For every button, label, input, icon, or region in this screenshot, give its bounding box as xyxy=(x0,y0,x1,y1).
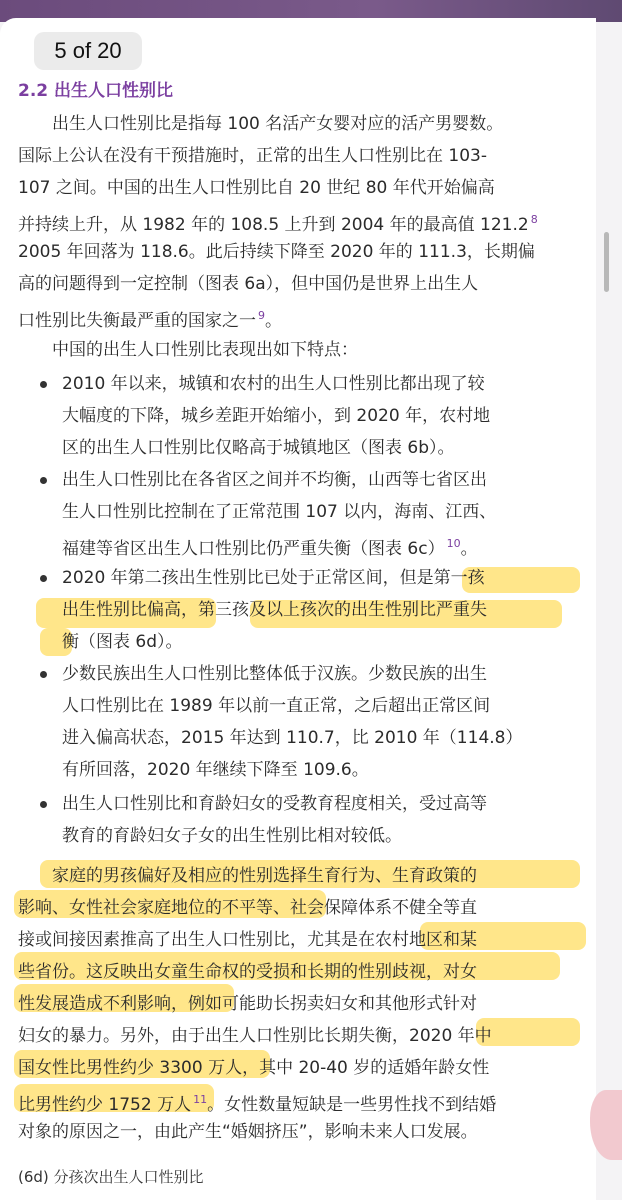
text-line: 少数民族出生人口性别比整体低于汉族。少数民族的出生 xyxy=(62,664,487,684)
conclusion-paragraph xyxy=(18,860,584,1148)
text-line: 接或间接因素推高了出生人口性别比，尤其是在农村地区和某 xyxy=(18,930,477,950)
page-counter-badge: 5 of 20 xyxy=(34,32,142,70)
text-line: 有所回落，2020 年继续下降至 109.6。 xyxy=(62,760,369,780)
text-line: 教育的育龄妇女子女的出生性别比相对较低。 xyxy=(62,826,402,846)
text-span: 比男性约少 1752 万人 xyxy=(18,1095,192,1115)
text-line: 107 之间。中国的出生人口性别比自 20 世纪 80 年代开始偏高 xyxy=(18,178,495,198)
text-line: 国际上公认在没有干预措施时，正常的出生人口性别比在 103- xyxy=(18,146,487,166)
text-line: 家庭的男孩偏好及相应的性别选择生育行为、生育政策的 xyxy=(52,866,477,886)
text-line xyxy=(18,528,584,560)
footnote-ref[interactable]: 10 xyxy=(446,537,461,550)
text-line: 些省份。这反映出女童生命权的受损和长期的性别歧视，对女 xyxy=(18,962,477,982)
text-line: 国女性比男性约少 3300 万人，其中 20-40 岁的适婚年龄女性 xyxy=(18,1058,490,1078)
bullet-item xyxy=(18,788,584,852)
text-line: 对象的原因之一，由此产生“婚姻挤压”，影响未来人口发展。 xyxy=(18,1122,478,1142)
features-intro xyxy=(18,334,584,366)
bullet-item xyxy=(18,464,584,560)
text-line: 妇女的暴力。另外，由于出生人口性别比长期失衡，2020 年中 xyxy=(18,1026,492,1046)
text-line: 出生人口性别比是指每 100 名活产女婴对应的活产男婴数。 xyxy=(52,114,504,134)
text-line: 区的出生人口性别比仅略高于城镇地区（图表 6b）。 xyxy=(62,438,455,458)
text-span: 。 xyxy=(460,539,478,559)
bullet-item xyxy=(18,562,584,658)
footnote-ref[interactable]: 8 xyxy=(530,213,538,226)
footnote-ref[interactable]: 11 xyxy=(193,1093,208,1106)
text-line: 影响、女性社会家庭地位的不平等、社会保障体系不健全等直 xyxy=(18,898,477,918)
text-line: 人口性别比在 1989 年以前一直正常，之后超出正常区间 xyxy=(62,696,491,716)
text-span: 。 xyxy=(265,311,282,331)
text-line xyxy=(18,300,584,332)
section-heading: 2.2 出生人口性别比 xyxy=(18,81,174,101)
intro-paragraph xyxy=(18,108,584,332)
scrollbar-thumb[interactable] xyxy=(604,232,609,292)
text-span: 福建等省区出生人口性别比仍严重失衡（图表 6c） xyxy=(62,539,445,559)
bullet-item xyxy=(18,658,584,786)
text-line: 出生性别比偏高，第三孩及以上孩次的出生性别比严重失 xyxy=(62,600,487,620)
text-line: 性发展造成不利影响，例如可能助长拐卖妇女和其他形式针对 xyxy=(18,994,477,1014)
text-span: 。女性数量短缺是一些男性找不到结婚 xyxy=(207,1095,497,1115)
text-line: 中国的出生人口性别比表现出如下特点： xyxy=(52,340,358,360)
bullet-item xyxy=(18,368,584,464)
text-line: 出生人口性别比在各省区之间并不均衡，山西等七省区出 xyxy=(62,470,487,490)
text-line xyxy=(18,1084,584,1116)
text-span: 并持续上升，从 1982 年的 108.5 上升到 2004 年的最高值 121.2 xyxy=(18,215,529,235)
footnote-ref[interactable]: 9 xyxy=(258,309,265,322)
text-line: 生人口性别比控制在了正常范围 107 以内，海南、江西、 xyxy=(62,502,497,522)
text-span: 口性别比失衡最严重的国家之一 xyxy=(18,311,256,331)
text-line: 衡（图表 6d）。 xyxy=(62,632,183,652)
text-line: 高的问题得到一定控制（图表 6a），但中国仍是世界上出生人 xyxy=(18,274,479,294)
text-line: 2020 年第二孩出生性别比已处于正常区间，但是第一孩 xyxy=(62,568,485,588)
text-line: 2010 年以来，城镇和农村的出生人口性别比都出现了较 xyxy=(62,374,485,394)
text-line: 出生人口性别比和育龄妇女的受教育程度相关，受过高等 xyxy=(62,794,487,814)
text-line: 大幅度的下降，城乡差距开始缩小，到 2020 年，农村地 xyxy=(62,406,491,426)
figure-caption: (6d) 分孩次出生人口性别比 xyxy=(18,1168,204,1186)
text-line: 2005 年回落为 118.6。此后持续下降至 2020 年的 111.3，长期偏 xyxy=(18,242,535,262)
text-line: 进入偏高状态，2015 年达到 110.7，比 2010 年（114.8） xyxy=(62,728,523,748)
text-line xyxy=(18,204,584,236)
